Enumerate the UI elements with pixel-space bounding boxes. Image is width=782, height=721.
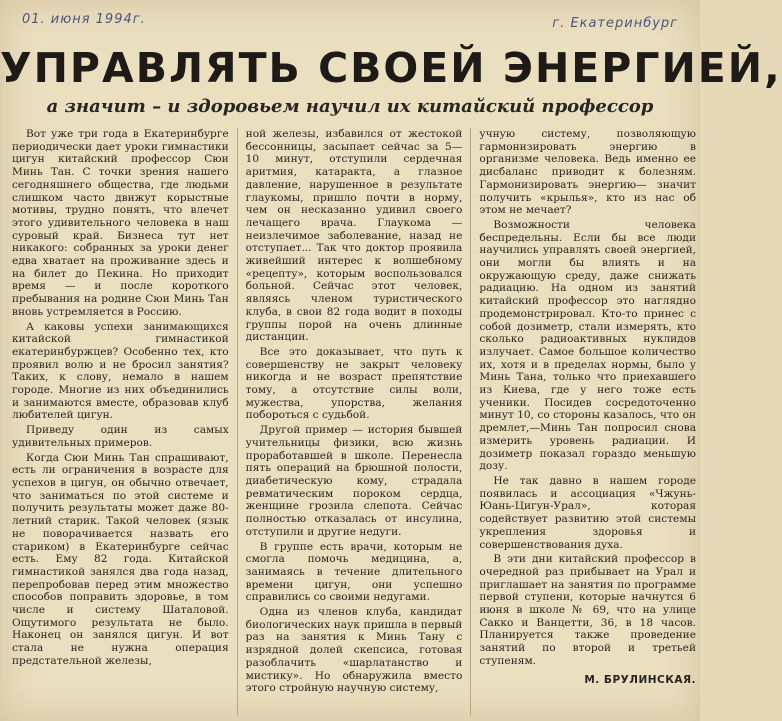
paragraph: В группе есть врачи, которым не смогла помочь медицина, а, занимаясь в течение длительного времени цигун, они успешно справились со своими недугами.: [245, 540, 463, 604]
column-3: [470, 128, 696, 716]
handwritten-city: г. Екатеринбург: [552, 16, 678, 31]
paragraph: Все это доказывает, что путь к совершенству не закрыт человеку никогда и не возраст препятствие тому, а отсутствие силы воли, мужества, упорства, желания побороться с судьбой.: [245, 345, 463, 422]
paragraph: Когда Сюи Минь Тан спрашивают, есть ли ограничения в возрасте для успехов в цигун, он обычно отвечает, что заниматься по этой системе и получить результаты может даже 80-летний старик. Такой человек (язык не поворачивается назвать его стариком) в Екатеринбурге сейчас есть. Ему 82 года. Китайской гимнастикой занялся два года назад, перепробовав перед этим множество способов поправить здоровье, в том числе и систему Шаталовой. Ощутимого результата не было. Наконец он занялся цигун. И вот стала не нужна операция предстательной железы,: [12, 451, 229, 667]
handwritten-date: 01. июня 1994г.: [22, 12, 146, 27]
paragraph: Приведу один из самых удивительных примеров.: [12, 424, 229, 449]
paragraph: ной железы, избавился от жестокой бессонницы, засыпает сейчас за 5—10 минут, отступили сердечная аритмия, катаракта, а глазное давление, нарушенное в результате глаукомы, пришло почти в норму, чем он несказанно удивил своего лечащего врача. Глаукома — неизлечимое заболевание, назад не отступает... Так что доктор проявила живейший интерес к волшебному «рецепту», которым воспользовался больной. Сейчас этот человек, являясь членом туристического клуба, в свои 82 года водит в походы группы порой на очень длинные дистанции.: [245, 128, 463, 344]
paragraph: Другой пример — история бывшей учительницы физики, всю жизнь проработавшей в школе. Перенесла пять операций на брюшной полости, диабетическую кому, страдала ревматическим пороком сердца, женщине грозила слепота. Сейчас полностью отказалась от инсулина, отступили и другие недуги.: [245, 424, 463, 538]
paragraph: Не так давно в нашем городе появилась и ассоциация «Чжунь-Юань-Цигун-Урал», которая содействует развитию этой системы укрепления здоровья и совершенствования духа.: [479, 474, 697, 551]
column-2: [237, 128, 463, 716]
paragraph: Одна из членов клуба, кандидат биологических наук пришла в первый раз на занятия к Минь Тану с изрядной долей скепсиса, готовая разоблачить «шарлатанство и мистику». Но обнаружила вместо этого стройную научную систему,: [245, 606, 463, 695]
column-1: [12, 128, 229, 716]
paragraph: Вот уже три года в Екатеринбурге периодически дает уроки гимнастики цигун китайский профессор Сюи Минь Тан. С точки зрения нашего сегодняшнего общества, где людьми слишком часто движут корыстные мотивы, трудно понять, что влечет этого удивительного человека в наш суровый край. Бизнеса тут нет никакого: собранных за уроки денег едва хватает на проживание здесь и на билет до Пекина. Но приходит время — и после короткого пребывания на родине Сюи Минь Тан вновь устремляется в Россию.: [12, 128, 229, 318]
article-subtitle: а значит – и здоровьем научил их китайский профессор: [46, 96, 654, 117]
paragraph: Возможности человека беспредельны. Если бы все люди научились управлять своей энергией, они могли бы влиять и на окружающую среду, даже снижать радиацию. На одном из занятий китайский профессор это наглядно продемонстрировал. Кто-то принес с собой дозиметр, стали измерять, кто сколько радиоактивных нуклидов излучает. Самое большое количество их, хотя и в пределах нормы, было у Минь Тана, только что приехавшего из Киева, где у него тоже есть ученики. Посидев сосредоточенно минут 10, со стороны казалось, что он дремлет,—Минь Тан попросил снова измерить уровень радиации. И дозиметр показал гораздо меньшую дозу.: [479, 218, 697, 473]
article-body: [12, 128, 696, 716]
paragraph: учную систему, позволяющую гармонизировать энергию в организме человека. Ведь именно ее дисбаланс приводит к болезням. Гармонизировать энергию— значит получить «крылья», кто из нас об этом не мечает?: [479, 128, 697, 217]
article-author: М. БРУЛИНСКАЯ.: [584, 673, 697, 686]
article-title: УПРАВЛЯТЬ СВОЕЙ ЭНЕРГИЕЙ,: [0, 44, 782, 92]
paragraph: В эти дни китайский профессор в очередной раз прибывает на Урал и приглашает на занятия по программе первой ступени, которые начнутся 6 июня в школе № 69, что на улице Сакко и Ванцетти, 36, в 18 часов. Планируется также проведение занятий по второй и третьей ступеням.: [479, 553, 697, 667]
paragraph: А каковы успехи занимающихся китайской гимнастикой екатеринбуржцев? Особенно тех, кто проявил волю и не бросил занятия? Таких, к слову, немало в нашем городе. Многие из них объединились и занимаются вместе, образовав клуб любителей цигун.: [12, 320, 229, 422]
